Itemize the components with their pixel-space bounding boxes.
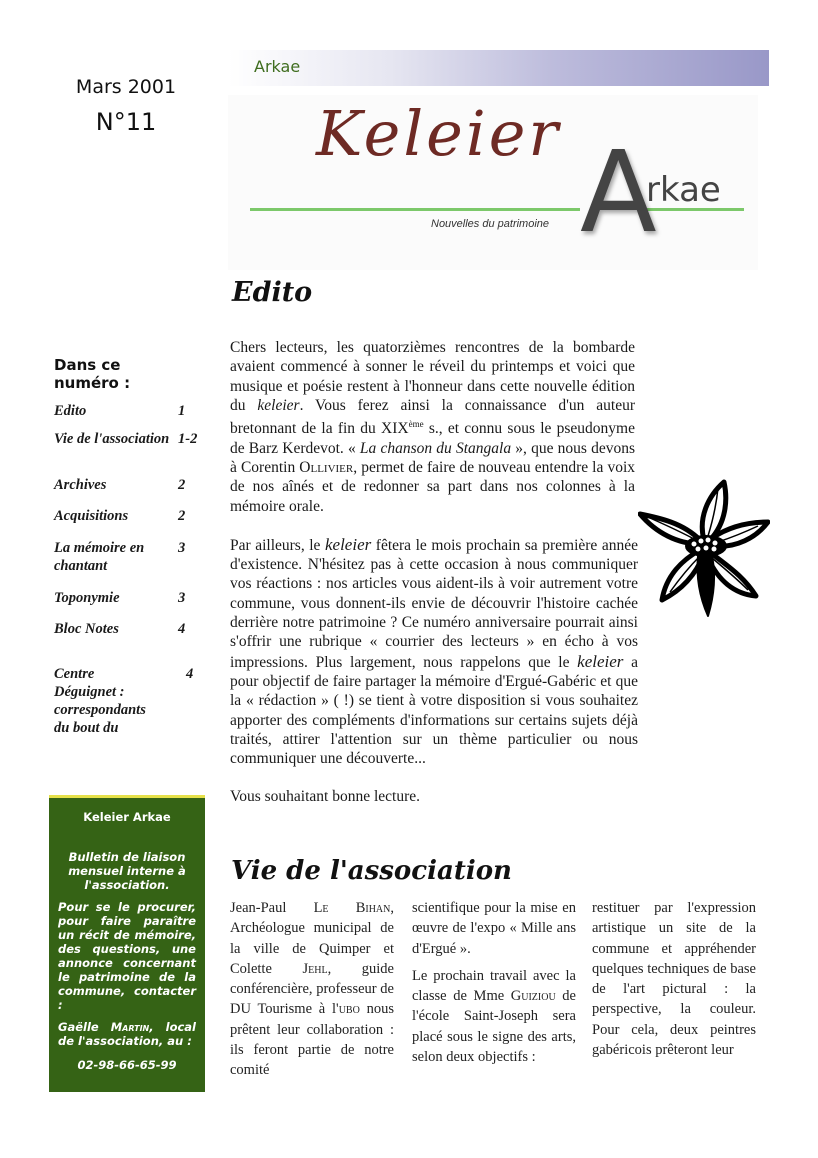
column-text: restituer par l'expression artistique un site de la commune et appréhender quelques techniques de base de l'art pictural : la perspective, la couleur. Pour cela, deux peintres gabéricois prêteront leur (592, 900, 756, 1059)
banner-label: Arkae (254, 57, 301, 76)
poinsettia-flower-icon (638, 478, 770, 618)
text: Le prochain travail avec la classe de Mme (412, 967, 576, 1005)
column-text: scientifique pour la mise en œuvre de l'expo « Mille ans d'Ergué ». (412, 900, 576, 957)
toc-item-label: Bloc Notes (54, 621, 119, 637)
toc-item-page: 1-2 (178, 431, 198, 447)
vie-association-heading: Vie de l'association (231, 856, 512, 886)
issue-number: N°11 (95, 108, 157, 136)
edito-heading: Edito (232, 277, 313, 308)
toc-item-label: Edito (54, 403, 87, 419)
logo-tagline: Nouvelles du patrimoine (431, 218, 550, 230)
logo-rule-left (250, 208, 580, 211)
author-name: Ollivier (299, 458, 354, 476)
superscript: ème (408, 419, 424, 430)
toc-item-label: Vie de l'association (54, 431, 170, 447)
info-box-text: Pour se le procurer, pour faire paraître un récit de mémoire, des questions, une annonce concernant le patrimoine de la commune, contacter : (58, 900, 196, 1012)
text: Jean-Paul (230, 900, 314, 916)
toc-item-label: Archives (54, 477, 107, 493)
person-name: Jehl (302, 960, 328, 977)
newsletter-info-box (49, 795, 205, 1092)
toc-item-page: 2 (178, 508, 186, 524)
article-column-2 (412, 898, 576, 1074)
toc-title: Dans ce numéro : (54, 356, 131, 392)
text: Chers lecteurs, les quatorzièmes rencontres de la bombarde avaient commencé à sonner le réveil du printemps et voici que musique et poésie restent à l'honneur dans cette nouvelle édition du (230, 339, 635, 414)
logo-title: Keleier (316, 97, 562, 170)
toc-item-label: Acquisitions (54, 508, 129, 524)
masthead-logo (228, 95, 758, 270)
info-box-title: Keleier Arkae (83, 810, 171, 824)
edito-paragraph-1 (230, 338, 635, 516)
edito-body (230, 338, 638, 826)
toc-item-page: 1 (178, 403, 186, 419)
edito-paragraph-2 (230, 535, 638, 769)
song-title: La chanson du Stangala (359, 439, 512, 457)
person-name: Le Bihan (313, 900, 391, 916)
person-name: Guiziou (510, 988, 556, 1005)
keyword-keleier: keleier (577, 651, 624, 671)
text: , Archéologue municipal de la ville de Quimper et Colette (230, 900, 394, 977)
info-box-subtitle: Bulletin de liaison mensuel interne à l'association. (68, 850, 186, 892)
info-box-contact (49, 1020, 205, 1048)
toc-item-page: 4 (186, 666, 194, 682)
column-text (230, 898, 394, 1081)
text: a pour objectif de faire partager la mémoire d'Ergué-Gabéric et que la « rédaction » ( !) se tient à votre disposition si vous souhaitez apporter des compléments d'informations sur certains sujets déjà traités, attirer l'attention sur un thème particulier ou nous communiquer une découverte... (230, 653, 638, 768)
text: », que nous devons à Corentin (230, 439, 636, 476)
text: , permet de faire de nouveau entendre la voix de nos aînés et de redonner sa part dans nos colonnes à la mémoire orale. (230, 458, 636, 515)
issue-date: Mars 2001 (75, 76, 177, 98)
toc-item-label: Centre Déguignet : correspondants du bout du (54, 666, 146, 736)
toc-item-page: 3 (178, 590, 186, 606)
contact-name: Martin (110, 1020, 150, 1034)
logo-brand-rest: rkae (646, 170, 721, 210)
toc-item-label: La mémoire en chantant (54, 540, 145, 574)
toc-item-page: 3 (178, 540, 186, 556)
edito-closing: Vous souhaitant bonne lecture. (230, 788, 420, 806)
text: fêtera le mois prochain sa première année d'existence. N'hésitez pas à cette occasion à nous communiquer vos réactions : nos articles vous aident-ils à voir autrement votre commune, vous donnent-ils envie de découvrir l'histoire cachée derrière notre patrimoine ? Ce numéro anniversaire pourrait ainsi s'offrir une rubrique « courrier des lecteurs » en écho à vos impressions. Plus largement, nous rappelons que le (230, 536, 638, 671)
keyword-keleier: keleier (257, 396, 300, 414)
contact-suffix: , local de l'association, au : (58, 1020, 196, 1048)
article-column-3 (592, 898, 756, 1067)
header-banner (228, 50, 769, 86)
text: . Vous ferez ainsi la connaissance d'un auteur bretonnant de la fin du XIX (230, 396, 635, 438)
keyword-keleier: keleier (324, 534, 372, 554)
organization-name: ubo (338, 1001, 360, 1018)
text: Par ailleurs, le (230, 536, 325, 554)
text: s., et connu sous le pseudonyme de Barz Kerdevot. « (230, 420, 635, 457)
article-column-1 (230, 898, 394, 1088)
column-text (412, 966, 576, 1067)
contact-prefix: Gaëlle (58, 1020, 111, 1034)
toc-item-label: Toponymie (54, 590, 120, 606)
logo-brand-initial: A (580, 128, 657, 258)
toc-item-page: 2 (178, 477, 186, 493)
text: nous prêtent leur collaboration : ils feront partie de notre comité (230, 1001, 394, 1079)
text: , guide conférencière, professeur de DU Tourisme à l' (230, 960, 394, 1018)
toc-item-page: 4 (178, 621, 186, 637)
text: de l'école Saint-Joseph sera placé sous le signe des arts, selon deux objectifs : (412, 988, 576, 1066)
info-box-phone: 02-98-66-65-99 (77, 1058, 177, 1072)
